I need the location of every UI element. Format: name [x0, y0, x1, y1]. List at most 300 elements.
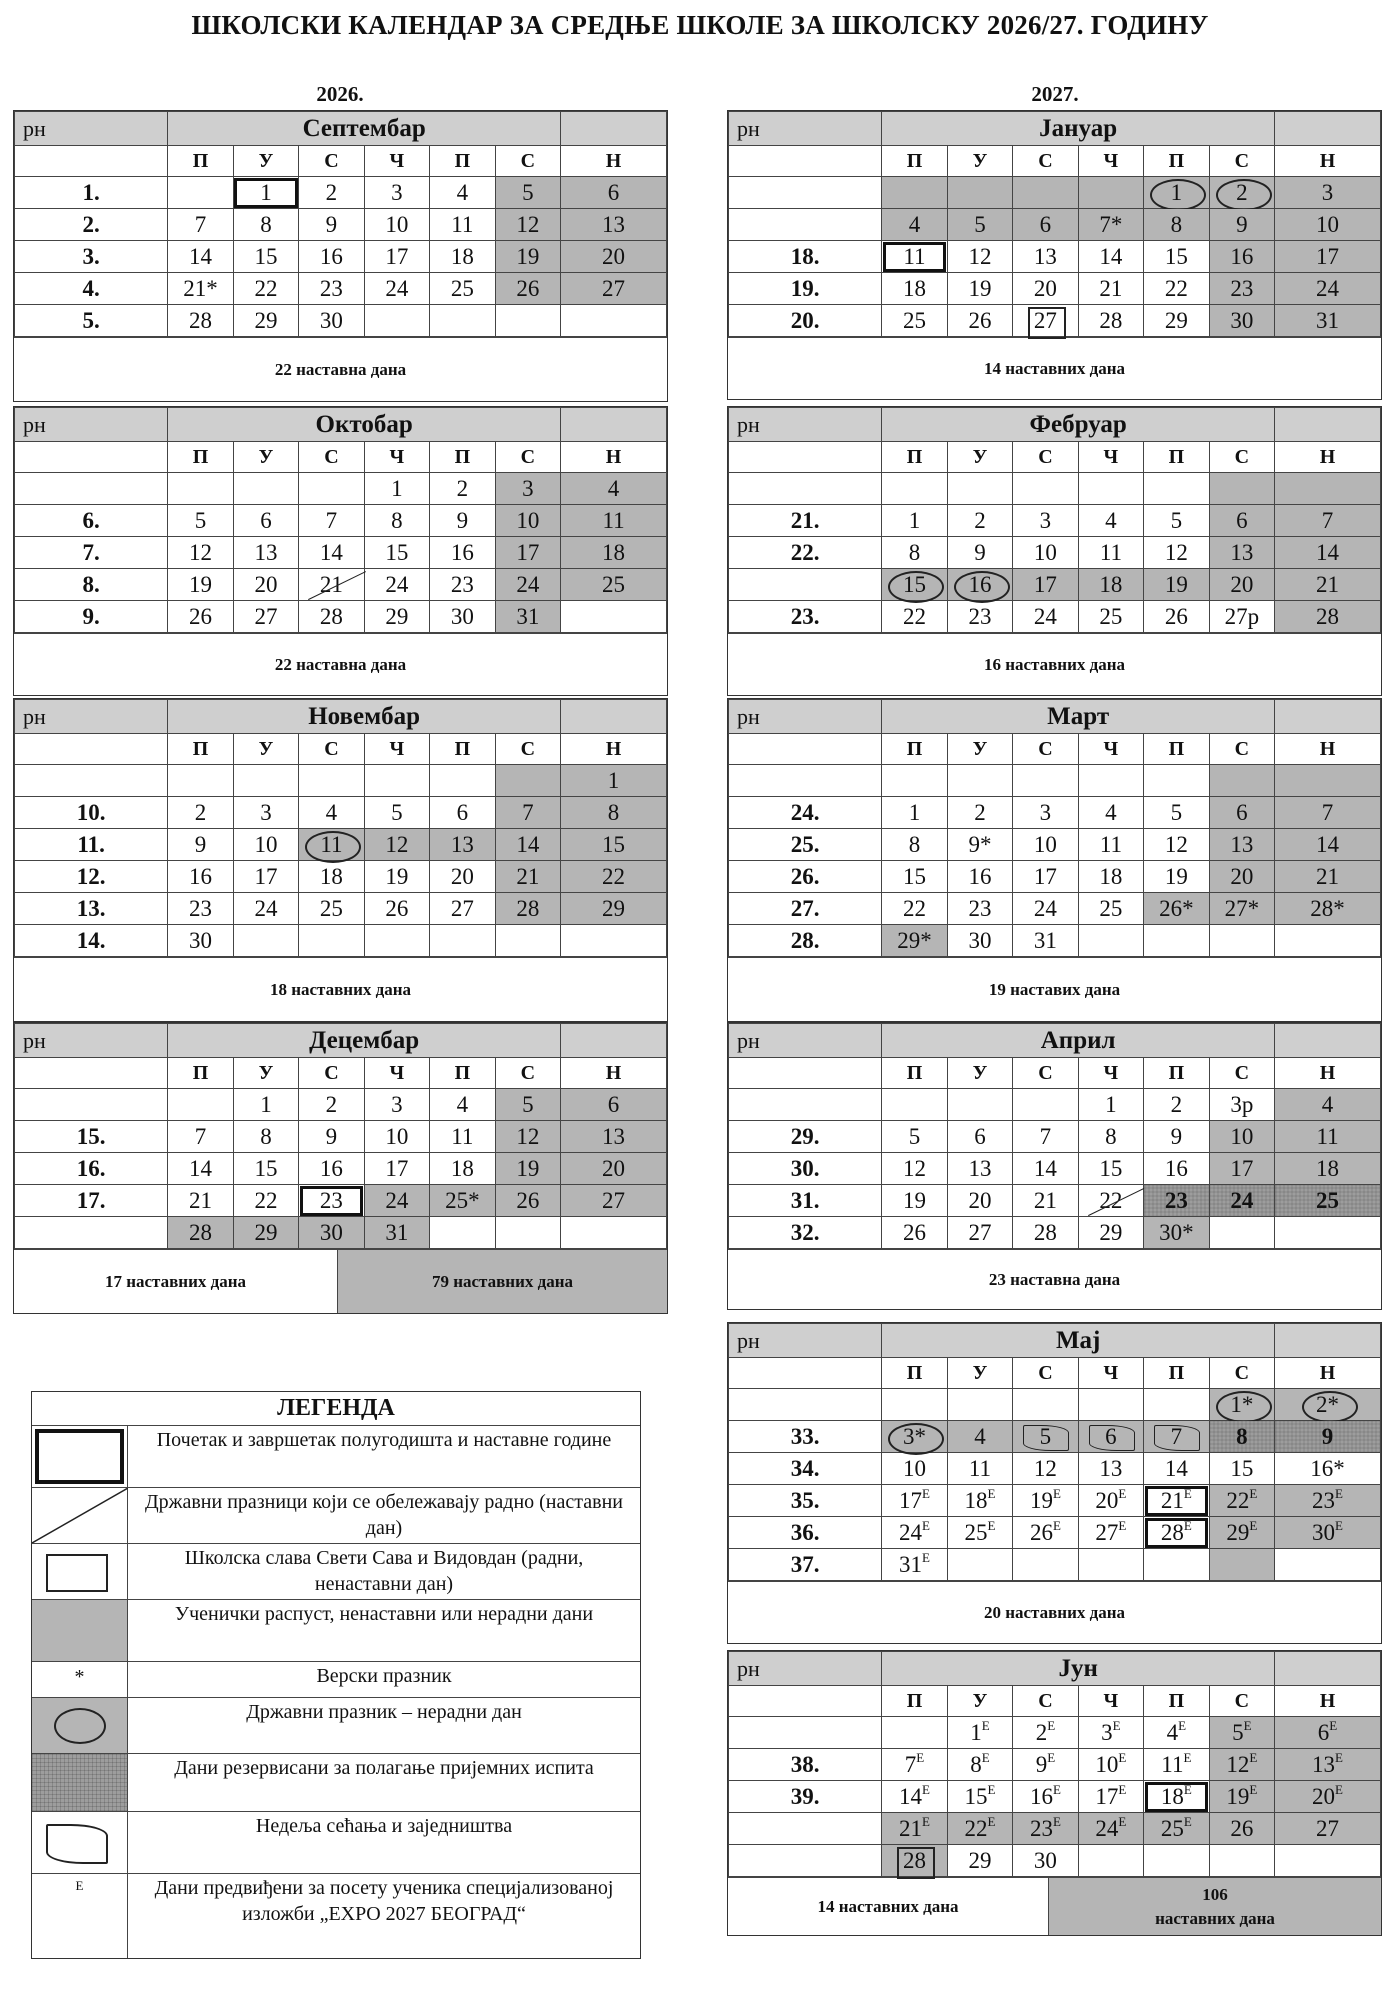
day-cell: 6 [947, 1121, 1012, 1153]
day-cell: 8 [561, 797, 667, 829]
day-name: У [233, 146, 298, 177]
day-cell: 27 [561, 1185, 667, 1217]
day-name: С [1209, 146, 1274, 177]
month-summary: 22 наставна дана [14, 337, 667, 401]
day-cell: 4 [430, 1089, 495, 1121]
day-cell: 9 [1144, 1121, 1209, 1153]
day-cell [364, 765, 429, 797]
gray-symbol-icon [32, 1600, 128, 1661]
day-cell: 8 [882, 829, 947, 861]
day-cell: 29 [947, 1845, 1012, 1877]
day-cell: $23^E$ [1275, 1485, 1381, 1517]
day-cell [1209, 473, 1274, 505]
week-number [729, 1845, 882, 1877]
oval-symbol-icon [32, 1698, 128, 1753]
week-number: 1. [15, 177, 168, 209]
week-number: 38. [729, 1749, 882, 1781]
legend-item [32, 1488, 640, 1544]
day-cell: 15 [1209, 1453, 1274, 1485]
header-blank [561, 1024, 667, 1058]
day-cell [947, 1389, 1012, 1421]
rn-label: рн [729, 408, 882, 442]
day-cell [561, 1217, 667, 1249]
day-cell: $16^E$ [1013, 1781, 1078, 1813]
month-jun [727, 1650, 1382, 1936]
day-cell: 19 [882, 1185, 947, 1217]
day-cell: 6 [1013, 209, 1078, 241]
day-cell: 18 [882, 273, 947, 305]
day-cell: 14 [495, 829, 560, 861]
day-cell: 29 [561, 893, 667, 925]
week-number: 26. [729, 861, 882, 893]
day-name: У [947, 1358, 1012, 1389]
day-cell: 10 [233, 829, 298, 861]
day-name: У [947, 146, 1012, 177]
week-number [729, 209, 882, 241]
week-number: 22. [729, 537, 882, 569]
header-blank [1275, 408, 1381, 442]
day-cell: 23 [430, 569, 495, 601]
month-summary [14, 1249, 667, 1313]
day-cell [430, 305, 495, 337]
day-cell: $20^E$ [1275, 1781, 1381, 1813]
day-cell [561, 305, 667, 337]
day-cell: 27 [561, 273, 667, 305]
day-cell [495, 1217, 560, 1249]
day-cell [168, 473, 233, 505]
day-cell: 15 [233, 1153, 298, 1185]
day-cell [947, 765, 1012, 797]
day-cell: 25 [1078, 893, 1143, 925]
day-cell: 27 [947, 1217, 1012, 1249]
day-cell: 30 [430, 601, 495, 633]
legend-text: Државни празник – нерадни дан [246, 1701, 522, 1723]
day-cell [299, 765, 364, 797]
legend-title: ЛЕГЕНДА [32, 1392, 640, 1426]
rn-label: рн [729, 1652, 882, 1686]
day-name: С [495, 734, 560, 765]
day-name: П [882, 1686, 947, 1717]
day-cell: 26 [1144, 601, 1209, 633]
day-cell: $15^E$ [947, 1781, 1012, 1813]
day-cell: 9 [947, 537, 1012, 569]
day-name: П [882, 1358, 947, 1389]
day-cell: 6 [233, 505, 298, 537]
day-cell [299, 925, 364, 957]
week-number: 27. [729, 893, 882, 925]
day-cell [1275, 1845, 1381, 1877]
day-cell: $8^E$ [947, 1749, 1012, 1781]
day-name: С [1209, 1686, 1274, 1717]
week-number [15, 473, 168, 505]
day-cell: 9 [168, 829, 233, 861]
day-cell: 4 [299, 797, 364, 829]
week-number: 8. [15, 569, 168, 601]
day-cell: 16 [299, 241, 364, 273]
day-cell: $21^E$ [882, 1813, 947, 1845]
header-blank [1275, 1652, 1381, 1686]
legend-item [32, 1426, 640, 1488]
header-blank [1275, 1324, 1381, 1358]
day-cell: 11 [1078, 537, 1143, 569]
day-name: С [495, 146, 560, 177]
week-number: 34. [729, 1453, 882, 1485]
day-cell [1275, 765, 1381, 797]
day-cell: 23 [299, 273, 364, 305]
day-name: Ч [1078, 442, 1143, 473]
week-number [729, 177, 882, 209]
day-cell: 11 [299, 829, 364, 861]
day-cell: 13 [1078, 1453, 1143, 1485]
day-name: П [430, 146, 495, 177]
day-cell: 26 [495, 273, 560, 305]
day-cell: 10 [882, 1453, 947, 1485]
day-cell: 4 [1078, 505, 1143, 537]
rn-label: рн [729, 1324, 882, 1358]
day-name: П [430, 734, 495, 765]
day-cell: 29 [364, 601, 429, 633]
day-cell: 8 [1209, 1421, 1274, 1453]
day-cell: 2 [430, 473, 495, 505]
day-cell: 2 [1209, 177, 1274, 209]
day-cell: 6 [1078, 1421, 1143, 1453]
day-cell: 4 [947, 1421, 1012, 1453]
day-cell: 21 [495, 861, 560, 893]
day-name: П [430, 1058, 495, 1089]
day-cell: 28 [168, 1217, 233, 1249]
day-cell: 7 [299, 505, 364, 537]
day-cell: 16 [1209, 241, 1274, 273]
week-number: 9. [15, 601, 168, 633]
rn-label: рн [729, 700, 882, 734]
day-cell: 16 [430, 537, 495, 569]
day-cell: $6^E$ [1275, 1717, 1381, 1749]
day-cell: $31^E$ [882, 1549, 947, 1581]
day-cell: 20 [947, 1185, 1012, 1217]
day-cell: $24^E$ [882, 1517, 947, 1549]
day-cell: 4 [561, 473, 667, 505]
day-cell: $30^E$ [1275, 1517, 1381, 1549]
day-cell: 13 [1209, 829, 1274, 861]
day-name: С [1209, 442, 1274, 473]
day-cell: 17 [1013, 569, 1078, 601]
day-cell: 21 [1275, 569, 1381, 601]
month-dec [13, 1022, 668, 1314]
day-name: С [1209, 734, 1274, 765]
day-cell: 7 [168, 1121, 233, 1153]
day-cell: 5 [1144, 505, 1209, 537]
day-name: С [1013, 442, 1078, 473]
day-name: П [168, 734, 233, 765]
day-cell: 27 [430, 893, 495, 925]
day-cell: 11 [430, 209, 495, 241]
day-cell: 13 [1209, 537, 1274, 569]
day-cell [1209, 925, 1274, 957]
day-cell: $10^E$ [1078, 1749, 1143, 1781]
day-cell: 10 [1209, 1121, 1274, 1153]
week-number [729, 1089, 882, 1121]
day-cell: 3 [364, 1089, 429, 1121]
day-name: Ч [364, 1058, 429, 1089]
day-cell: 19 [364, 861, 429, 893]
week-number: 36. [729, 1517, 882, 1549]
day-cell: $27^E$ [1078, 1517, 1143, 1549]
day-name: П [1144, 1358, 1209, 1389]
day-cell: 9 [1209, 209, 1274, 241]
legend-text: Школска слава Свети Сава и Видовдан (радни, ненаставни дан) [184, 1547, 584, 1595]
day-cell: $17^E$ [1078, 1781, 1143, 1813]
day-name: П [1144, 734, 1209, 765]
day-name: Ч [1078, 146, 1143, 177]
day-cell: 1 [233, 177, 298, 209]
week-number: 11. [15, 829, 168, 861]
day-cell: 5 [168, 505, 233, 537]
day-cell: 14 [1144, 1453, 1209, 1485]
day-cell: 6 [561, 177, 667, 209]
day-cell: $28^E$ [1144, 1517, 1209, 1549]
day-name: С [1013, 146, 1078, 177]
day-cell [364, 305, 429, 337]
day-name-blank [729, 734, 882, 765]
day-cell: $19^E$ [1209, 1781, 1274, 1813]
day-cell [168, 765, 233, 797]
day-cell: 15 [882, 569, 947, 601]
month-summary: 14 наставних дана [728, 337, 1381, 399]
rn-label: рн [15, 408, 168, 442]
day-cell: 19 [495, 241, 560, 273]
day-cell: 27 [1275, 1813, 1381, 1845]
week-number [729, 1389, 882, 1421]
day-cell: 7 [1013, 1121, 1078, 1153]
day-cell: 18 [430, 1153, 495, 1185]
day-cell: 6 [1209, 505, 1274, 537]
day-cell: 9 [299, 1121, 364, 1153]
week-number: 15. [15, 1121, 168, 1153]
summary-left: 14 наставних дана [817, 1896, 959, 1916]
day-name: С [1013, 1686, 1078, 1717]
day-name-blank [15, 146, 168, 177]
day-cell: 27* [1209, 893, 1274, 925]
day-name: С [495, 1058, 560, 1089]
day-cell: 4 [882, 209, 947, 241]
day-name-blank [15, 442, 168, 473]
e-symbol-icon: E [32, 1874, 128, 1958]
legend-text: Ученички распуст, ненаставни или нерадни дани [174, 1603, 594, 1625]
day-cell [1013, 473, 1078, 505]
day-cell: 10 [364, 209, 429, 241]
day-name: П [882, 146, 947, 177]
day-cell: $13^E$ [1275, 1749, 1381, 1781]
day-name: У [233, 442, 298, 473]
day-cell [1078, 1389, 1143, 1421]
day-name: П [882, 1058, 947, 1089]
month-name: Март [882, 700, 1275, 734]
day-cell: 3 [495, 473, 560, 505]
legend-text: Дани предвиђени за посету ученика специјализованој изложби „EXPO 2027 БЕОГРАД“ [154, 1877, 614, 1925]
day-cell [364, 925, 429, 957]
week-number: 10. [15, 797, 168, 829]
day-cell: 18 [430, 241, 495, 273]
day-name: Н [1275, 146, 1381, 177]
day-cell: 17 [1209, 1153, 1274, 1185]
day-name: С [299, 146, 364, 177]
day-cell: 2 [1144, 1089, 1209, 1121]
month-name: Фебруар [882, 408, 1275, 442]
day-name: Ч [1078, 1686, 1143, 1717]
rn-label: рн [15, 700, 168, 734]
day-cell: 21* [168, 273, 233, 305]
day-cell: 25 [299, 893, 364, 925]
day-cell [1078, 1845, 1143, 1877]
week-number: 3. [15, 241, 168, 273]
day-cell: 28 [1275, 601, 1381, 633]
month-name: Април [882, 1024, 1275, 1058]
day-cell: 29 [1078, 1217, 1143, 1249]
day-cell [1275, 473, 1381, 505]
week-number [15, 1089, 168, 1121]
month-oct [13, 406, 668, 696]
day-cell: 31 [1013, 925, 1078, 957]
day-cell [1275, 1549, 1381, 1581]
day-cell: 20 [1209, 569, 1274, 601]
day-cell: $25^E$ [947, 1517, 1012, 1549]
day-cell: 22 [1144, 273, 1209, 305]
day-name: П [168, 1058, 233, 1089]
week-number: 28. [729, 925, 882, 957]
day-cell: 30 [1013, 1845, 1078, 1877]
day-cell [882, 1717, 947, 1749]
day-cell: 30 [299, 305, 364, 337]
day-cell: 5 [364, 797, 429, 829]
day-cell: 3р [1209, 1089, 1274, 1121]
legend-text: Дани резервисани за полагање пријемних испита [174, 1757, 594, 1779]
day-cell: 28 [495, 893, 560, 925]
day-cell: 24 [495, 569, 560, 601]
month-mar [727, 698, 1382, 1022]
week-number: 13. [15, 893, 168, 925]
day-cell: 31 [364, 1217, 429, 1249]
day-cell: 22 [233, 273, 298, 305]
day-cell [1078, 925, 1143, 957]
day-cell [1078, 765, 1143, 797]
day-cell: 13 [947, 1153, 1012, 1185]
day-cell: 3 [1013, 505, 1078, 537]
day-cell [495, 925, 560, 957]
day-cell: 30 [1209, 305, 1274, 337]
day-cell [1013, 177, 1078, 209]
day-cell: 17 [1275, 241, 1381, 273]
day-cell [168, 1089, 233, 1121]
legend-text: Почетак и завршетак полугодишта и наставне године [156, 1429, 612, 1451]
day-name: С [299, 734, 364, 765]
day-cell: 3* [882, 1421, 947, 1453]
day-name: Н [1275, 1686, 1381, 1717]
day-name-blank [729, 1358, 882, 1389]
day-cell [947, 177, 1012, 209]
day-cell: 18 [299, 861, 364, 893]
day-name: П [430, 442, 495, 473]
day-cell: $25^E$ [1144, 1813, 1209, 1845]
day-cell: 8 [233, 1121, 298, 1153]
day-cell [1013, 765, 1078, 797]
day-cell: 29 [1144, 305, 1209, 337]
week-number: 14. [15, 925, 168, 957]
legend-text: Државни празници који се обележавају радно (наставни дан) [145, 1491, 623, 1539]
day-cell: 18 [1275, 1153, 1381, 1185]
day-cell: 23 [1144, 1185, 1209, 1217]
day-cell: 21 [168, 1185, 233, 1217]
week-number: 30. [729, 1153, 882, 1185]
day-cell: 1 [882, 505, 947, 537]
day-cell: 16 [947, 861, 1012, 893]
day-cell: 19 [1144, 569, 1209, 601]
day-cell: 16* [1275, 1453, 1381, 1485]
day-cell: 21 [1275, 861, 1381, 893]
week-number: 2. [15, 209, 168, 241]
thick-box-symbol-icon [32, 1426, 128, 1487]
day-cell: 25 [561, 569, 667, 601]
day-cell: 7 [1275, 505, 1381, 537]
day-cell: 27р [1209, 601, 1274, 633]
day-cell: 11 [430, 1121, 495, 1153]
day-cell: 25 [430, 273, 495, 305]
day-name: У [947, 734, 1012, 765]
day-cell: 30* [1144, 1217, 1209, 1249]
day-cell: 7* [1078, 209, 1143, 241]
day-name: П [882, 442, 947, 473]
day-cell: 19 [1144, 861, 1209, 893]
day-cell [1078, 1549, 1143, 1581]
day-cell [882, 1089, 947, 1121]
day-cell [1144, 473, 1209, 505]
day-name: Ч [364, 146, 429, 177]
day-cell: $2^E$ [1013, 1717, 1078, 1749]
day-cell: $20^E$ [1078, 1485, 1143, 1517]
day-cell [430, 765, 495, 797]
day-cell: 12 [1013, 1453, 1078, 1485]
header-blank [561, 700, 667, 734]
day-name: С [1013, 734, 1078, 765]
month-summary: 23 наставна дана [728, 1249, 1381, 1309]
day-cell: 16 [299, 1153, 364, 1185]
day-cell: 22 [882, 601, 947, 633]
day-cell: 15 [882, 861, 947, 893]
day-cell [430, 925, 495, 957]
day-cell: 24 [1013, 893, 1078, 925]
day-name-blank [729, 442, 882, 473]
month-name: Мај [882, 1324, 1275, 1358]
day-name: У [947, 1686, 1012, 1717]
day-name-blank [729, 146, 882, 177]
day-cell: 20 [430, 861, 495, 893]
day-cell [168, 177, 233, 209]
day-cell: 28 [168, 305, 233, 337]
day-cell [1078, 177, 1143, 209]
week-number: 29. [729, 1121, 882, 1153]
rn-label: рн [15, 1024, 168, 1058]
day-cell [233, 765, 298, 797]
day-cell: 6 [561, 1089, 667, 1121]
day-cell: 29 [233, 305, 298, 337]
day-cell: 1 [882, 797, 947, 829]
week-number: 5. [15, 305, 168, 337]
day-cell: 15 [1078, 1153, 1143, 1185]
day-cell [1209, 765, 1274, 797]
summary-left: 17 наставних дана [104, 1271, 247, 1291]
day-cell [947, 473, 1012, 505]
day-name: Н [561, 442, 667, 473]
day-cell: 19 [495, 1153, 560, 1185]
